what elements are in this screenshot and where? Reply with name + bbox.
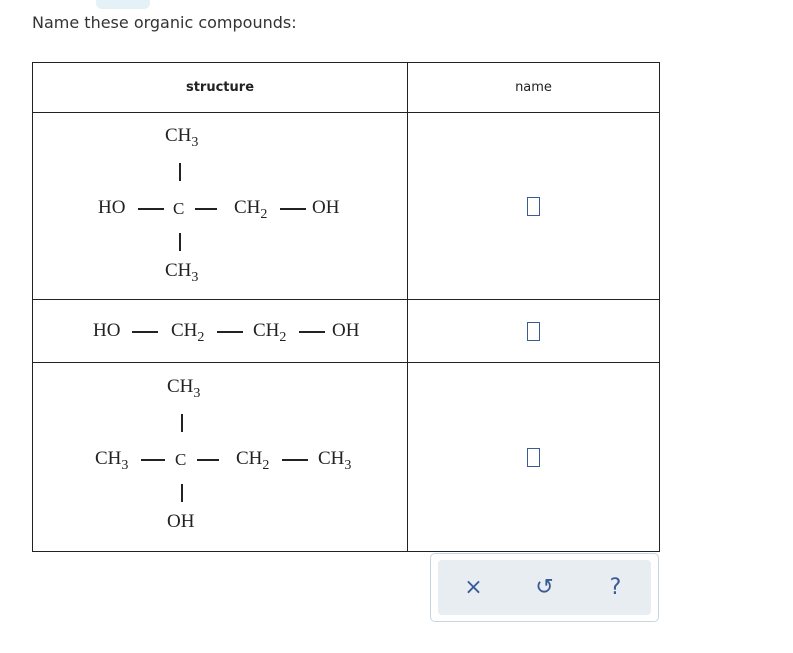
bond-left <box>138 208 164 210</box>
bond-right-2 <box>282 459 308 461</box>
bond-left <box>141 459 165 461</box>
atom-right-2: $CH_3$ <box>318 448 352 473</box>
atom-right-1: $CH_2$ <box>236 448 270 473</box>
atom-right-1: $CH_2$ <box>234 197 268 222</box>
table-row <box>33 363 660 552</box>
atom-center: C <box>173 199 185 218</box>
help-icon: ? <box>609 575 622 600</box>
question-prompt: Name these organic compounds: <box>32 13 297 32</box>
answer-toolbar-inner <box>438 560 651 615</box>
bond-vertical-bottom <box>181 484 183 502</box>
atom-c: $CH_2$ <box>253 320 287 345</box>
help-button[interactable] <box>596 568 636 608</box>
structure-cell <box>33 363 408 552</box>
clear-button[interactable] <box>454 568 494 608</box>
structure-3 <box>85 372 355 542</box>
compounds-table <box>32 62 660 552</box>
undo-button[interactable] <box>525 568 565 608</box>
answer-input-3[interactable] <box>527 448 540 467</box>
name-cell <box>408 300 660 363</box>
structure-cell <box>33 113 408 300</box>
atom-right-2: OH <box>312 197 340 218</box>
structure-2 <box>75 314 365 348</box>
bond-right-1 <box>195 208 217 210</box>
bond-vertical-bottom <box>179 233 181 251</box>
name-column-header: name <box>408 63 660 113</box>
atom-left: $CH_3$ <box>95 448 129 473</box>
structure-cell <box>33 300 408 363</box>
name-cell <box>408 363 660 552</box>
answer-toolbar <box>430 553 659 622</box>
atom-bottom: OH <box>167 511 195 532</box>
table-row <box>33 113 660 300</box>
atom-left: HO <box>98 197 126 218</box>
table-header-row <box>33 63 660 113</box>
atom-a: HO <box>93 320 121 341</box>
atom-bottom: $CH_3$ <box>165 260 199 285</box>
undo-icon: ↺ <box>535 575 554 600</box>
answer-input-1[interactable] <box>527 197 540 216</box>
answer-input-2[interactable] <box>527 322 540 341</box>
atom-top: $CH_3$ <box>165 125 199 150</box>
name-cell <box>408 113 660 300</box>
bond-vertical-top <box>179 163 181 181</box>
atom-d: OH <box>332 320 360 341</box>
bond-1 <box>132 331 158 333</box>
atom-center: C <box>175 450 187 469</box>
bond-3 <box>299 331 325 333</box>
atom-top: $CH_3$ <box>167 376 201 401</box>
close-icon: × <box>464 575 483 600</box>
structure-column-header: structure <box>33 63 408 113</box>
bond-vertical-top <box>181 414 183 432</box>
top-tab <box>96 0 150 9</box>
bond-right-1 <box>197 459 219 461</box>
bond-right-2 <box>280 208 306 210</box>
bond-2 <box>217 331 243 333</box>
structure-1 <box>90 121 350 291</box>
table-row <box>33 300 660 363</box>
atom-b: $CH_2$ <box>171 320 205 345</box>
